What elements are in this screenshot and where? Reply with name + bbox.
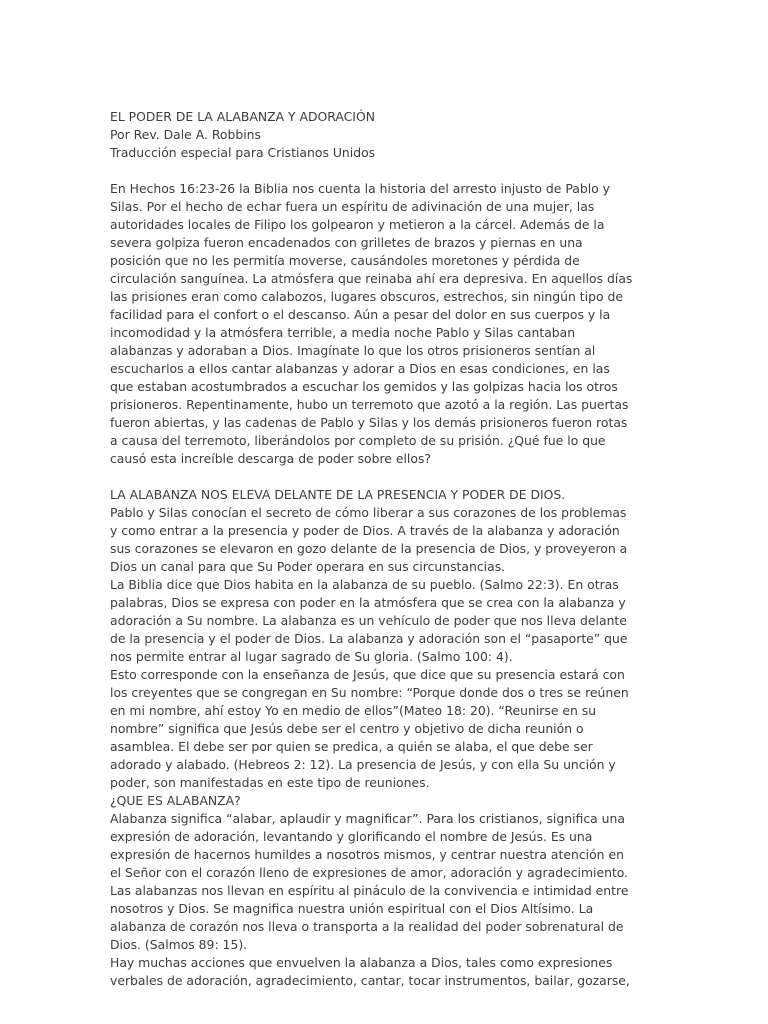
document-body <box>110 108 665 990</box>
body-paragraph: Alabanza significa “alabar, aplaudir y magnificar”. Para los cristianos, significa una expresión de adoración, levantando y glorificando el nombre de Jesús. Es una expresión de hacernos humildes a nosotros mismos, y centrar nuestra atención en el Señor con el corazón lleno de expresiones de amor, adoración y agradecimiento. Las alabanzas nos llevan en espíritu al pináculo de la convivencia e intimidad entre nosotros y Dios. Se magnifica nuestra unión espiritual con el Dios Altísimo. La alabanza de corazón nos lleva o transporta a la realidad del poder sobrenatural de Dios. (Salmos 89: 15). <box>110 811 629 952</box>
body-paragraph: Hay muchas acciones que envuelven la alabanza a Dios, tales como expresiones verbales de adoración, agradecimiento, cantar, tocar instrumentos, bailar, gozarse, <box>110 955 630 988</box>
section-heading-what-is-praise: ¿QUE ES ALABANZA? <box>110 793 241 808</box>
section-heading-praise-elevates: LA ALABANZA NOS ELEVA DELANTE DE LA PRESENCIA Y PODER DE DIOS. <box>110 487 566 502</box>
body-paragraph: La Biblia dice que Dios habita en la alabanza de su pueblo. (Salmo 22:3). En otras palabras, Dios se expresa con poder en la atmósfera que se crea con la alabanza y adoración a Su nombre. La alabanza es un vehículo de poder que nos lleva delante de la presencia y el poder de Dios. La alabanza y adoración son el “pasaporte” que nos permite entrar al lugar sagrado de Su gloria. (Salmo 100: 4). <box>110 577 628 664</box>
body-paragraph: Esto corresponde con la enseñanza de Jesús, que dice que su presencia estará con los creyentes que se congregan en Su nombre: “Porque donde dos o tres se reúnen en mi nombre, ahí estoy Yo en medio de ellos”(Mateo 18: 20). “Reunirse en su nombre” significa que Jesús debe ser el centro y objetivo de dicha reunión o asamblea. El debe ser por quien se predica, a quién se alaba, el que debe ser adorado y alabado. (Hebreos 2: 12). La presencia de Jesús, y con ella Su unción y poder, son manifestadas en este tipo de reuniones. <box>110 667 629 790</box>
intro-paragraph: En Hechos 16:23-26 la Biblia nos cuenta la historia del arresto injusto de Pablo y Silas. Por el hecho de echar fuera un espíritu de adivinación de una mujer, las autoridades locales de Filipo los golpearon y metieron a la cárcel. Además de la severa golpiza fueron encadenados con grilletes de brazos y piernas en una posición que no les permitía moverse, causándoles moretones y pérdida de circulación sanguínea. La atmósfera que reinaba ahí era depresiva. En aquellos días las prisiones eran como calabozos, lugares obscuros, estrechos, sin ningún tipo de facilidad para el confort o el descanso. Aún a pesar del dolor en sus cuerpos y la incomodidad y la atmósfera terrible, a media noche Pablo y Silas cantaban alabanzas y adoraban a Dios. Imagínate lo que los otros prisioneros sentían al escucharlos a ellos cantar alabanzas y adorar a Dios en esas condiciones, en las que estaban acostumbrados a escuchar los gemidos y las golpizas hacia los otros prisioneros. Repentinamente, hubo un terremoto que azotó a la región. Las puertas fueron abiertas, y las cadenas de Pablo y Silas y los demás prisioneros fueron rotas a causa del terremoto, liberándolos por completo de su prisión. ¿Qué fue lo que causó esta increíble descarga de poder sobre ellos? <box>110 181 633 466</box>
document-author: Por Rev. Dale A. Robbins <box>110 127 261 142</box>
document-title: EL PODER DE LA ALABANZA Y ADORACIÓN <box>110 109 375 124</box>
document-translation-note: Traducción especial para Cristianos Unidos <box>110 145 376 160</box>
paragraph-spacer <box>110 162 665 180</box>
paragraph-spacer <box>110 468 665 486</box>
body-paragraph: Pablo y Silas conocían el secreto de cómo liberar a sus corazones de los problemas y como entrar a la presencia y poder de Dios. A través de la alabanza y adoración sus corazones se elevaron en gozo delante de la presencia de Dios, y proveyeron a Dios un canal para que Su Poder operara en sus circunstancias. <box>110 505 628 574</box>
